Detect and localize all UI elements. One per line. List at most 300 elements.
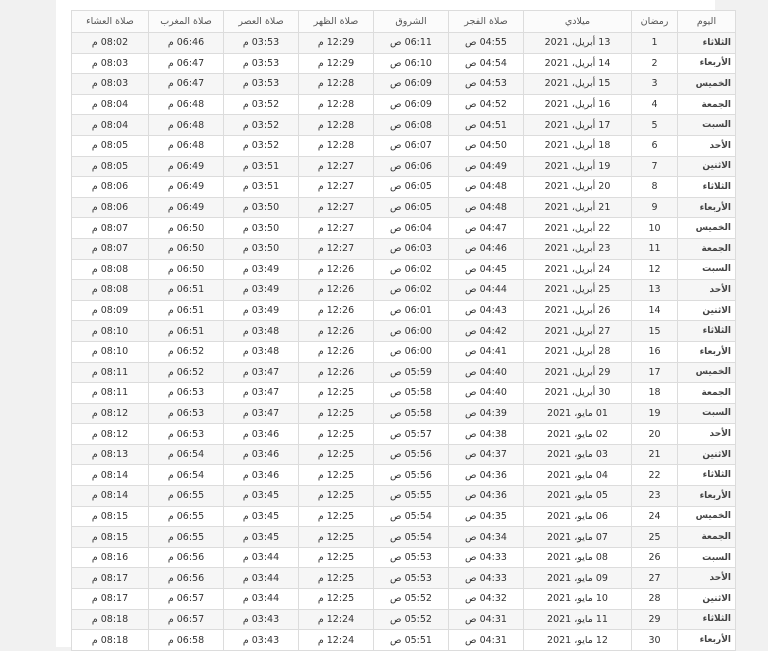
cell-maghrib: 06:49 م: [149, 197, 224, 218]
cell-gregorian: 11 مايو، 2021: [524, 609, 632, 630]
cell-fajr: 04:49 ص: [449, 156, 524, 177]
cell-maghrib: 06:53 م: [149, 403, 224, 424]
cell-ramadan: 15: [632, 321, 678, 342]
cell-fajr: 04:40 ص: [449, 383, 524, 404]
cell-ramadan: 3: [632, 74, 678, 95]
cell-ramadan: 29: [632, 609, 678, 630]
cell-dhuhr: 12:27 م: [299, 197, 374, 218]
cell-isha: 08:07 م: [72, 218, 149, 239]
cell-isha: 08:18 م: [72, 609, 149, 630]
cell-dhuhr: 12:28 م: [299, 135, 374, 156]
table-row: [72, 403, 736, 424]
cell-maghrib: 06:48 م: [149, 135, 224, 156]
cell-gregorian: 17 أبريل، 2021: [524, 115, 632, 136]
cell-gregorian: 04 مايو، 2021: [524, 465, 632, 486]
cell-gregorian: 21 أبريل، 2021: [524, 197, 632, 218]
cell-fajr: 04:54 ص: [449, 53, 524, 74]
cell-isha: 08:12 م: [72, 403, 149, 424]
cell-fajr: 04:42 ص: [449, 321, 524, 342]
table-row: [72, 630, 736, 651]
cell-sunrise: 05:54 ص: [374, 506, 449, 527]
cell-day: الجمعة: [678, 238, 736, 259]
cell-isha: 08:12 م: [72, 424, 149, 445]
cell-asr: 03:52 م: [224, 135, 299, 156]
cell-day: الأحد: [678, 135, 736, 156]
cell-maghrib: 06:55 م: [149, 527, 224, 548]
cell-maghrib: 06:46 م: [149, 33, 224, 54]
cell-fajr: 04:36 ص: [449, 465, 524, 486]
prayer-times-table: [71, 10, 736, 651]
cell-maghrib: 06:55 م: [149, 506, 224, 527]
cell-gregorian: 09 مايو، 2021: [524, 568, 632, 589]
cell-maghrib: 06:47 م: [149, 53, 224, 74]
cell-isha: 08:04 م: [72, 94, 149, 115]
cell-sunrise: 06:06 ص: [374, 156, 449, 177]
cell-maghrib: 06:52 م: [149, 362, 224, 383]
cell-dhuhr: 12:29 م: [299, 33, 374, 54]
cell-maghrib: 06:49 م: [149, 156, 224, 177]
cell-day: السبت: [678, 259, 736, 280]
cell-ramadan: 23: [632, 486, 678, 507]
table-row: [72, 609, 736, 630]
header-maghrib: صلاة المغرب: [149, 11, 224, 33]
cell-fajr: 04:31 ص: [449, 609, 524, 630]
cell-gregorian: 07 مايو، 2021: [524, 527, 632, 548]
table-row: [72, 547, 736, 568]
cell-sunrise: 06:05 ص: [374, 197, 449, 218]
cell-ramadan: 28: [632, 589, 678, 610]
table-row: [72, 94, 736, 115]
cell-asr: 03:48 م: [224, 341, 299, 362]
cell-isha: 08:08 م: [72, 259, 149, 280]
cell-day: الثلاثاء: [678, 321, 736, 342]
cell-gregorian: 25 أبريل، 2021: [524, 280, 632, 301]
cell-fajr: 04:31 ص: [449, 630, 524, 651]
cell-day: الجمعة: [678, 383, 736, 404]
cell-ramadan: 30: [632, 630, 678, 651]
cell-gregorian: 02 مايو، 2021: [524, 424, 632, 445]
cell-dhuhr: 12:26 م: [299, 321, 374, 342]
cell-dhuhr: 12:26 م: [299, 300, 374, 321]
cell-day: الثلاثاء: [678, 33, 736, 54]
cell-dhuhr: 12:27 م: [299, 177, 374, 198]
cell-isha: 08:11 م: [72, 362, 149, 383]
cell-dhuhr: 12:26 م: [299, 362, 374, 383]
cell-ramadan: 17: [632, 362, 678, 383]
table-header-row: [72, 11, 736, 33]
table-row: [72, 506, 736, 527]
cell-day: الثلاثاء: [678, 177, 736, 198]
cell-asr: 03:47 م: [224, 403, 299, 424]
cell-dhuhr: 12:28 م: [299, 94, 374, 115]
cell-fajr: 04:51 ص: [449, 115, 524, 136]
table-row: [72, 115, 736, 136]
cell-day: الخميس: [678, 362, 736, 383]
cell-maghrib: 06:57 م: [149, 609, 224, 630]
cell-maghrib: 06:53 م: [149, 383, 224, 404]
cell-day: السبت: [678, 403, 736, 424]
cell-ramadan: 1: [632, 33, 678, 54]
cell-gregorian: 28 أبريل، 2021: [524, 341, 632, 362]
cell-gregorian: 12 مايو، 2021: [524, 630, 632, 651]
table-row: [72, 465, 736, 486]
cell-gregorian: 05 مايو، 2021: [524, 486, 632, 507]
cell-ramadan: 14: [632, 300, 678, 321]
cell-day: الأربعاء: [678, 197, 736, 218]
table-row: [72, 135, 736, 156]
cell-ramadan: 16: [632, 341, 678, 362]
cell-asr: 03:44 م: [224, 547, 299, 568]
cell-asr: 03:47 م: [224, 383, 299, 404]
cell-ramadan: 27: [632, 568, 678, 589]
cell-ramadan: 25: [632, 527, 678, 548]
cell-maghrib: 06:50 م: [149, 218, 224, 239]
cell-ramadan: 5: [632, 115, 678, 136]
table-row: [72, 424, 736, 445]
cell-gregorian: 26 أبريل، 2021: [524, 300, 632, 321]
cell-ramadan: 6: [632, 135, 678, 156]
cell-fajr: 04:48 ص: [449, 197, 524, 218]
cell-asr: 03:48 م: [224, 321, 299, 342]
cell-ramadan: 11: [632, 238, 678, 259]
cell-sunrise: 06:11 ص: [374, 33, 449, 54]
cell-dhuhr: 12:25 م: [299, 486, 374, 507]
cell-dhuhr: 12:27 م: [299, 156, 374, 177]
cell-asr: 03:52 م: [224, 94, 299, 115]
cell-asr: 03:45 م: [224, 486, 299, 507]
cell-isha: 08:15 م: [72, 506, 149, 527]
cell-gregorian: 08 مايو، 2021: [524, 547, 632, 568]
cell-fajr: 04:37 ص: [449, 444, 524, 465]
cell-asr: 03:46 م: [224, 444, 299, 465]
cell-asr: 03:49 م: [224, 259, 299, 280]
cell-day: الاثنين: [678, 444, 736, 465]
cell-ramadan: 7: [632, 156, 678, 177]
cell-ramadan: 13: [632, 280, 678, 301]
cell-gregorian: 19 أبريل، 2021: [524, 156, 632, 177]
cell-sunrise: 05:58 ص: [374, 403, 449, 424]
cell-sunrise: 05:56 ص: [374, 465, 449, 486]
cell-asr: 03:53 م: [224, 74, 299, 95]
cell-dhuhr: 12:26 م: [299, 259, 374, 280]
table-row: [72, 218, 736, 239]
cell-asr: 03:46 م: [224, 424, 299, 445]
table-row: [72, 197, 736, 218]
cell-sunrise: 05:54 ص: [374, 527, 449, 548]
cell-maghrib: 06:58 م: [149, 630, 224, 651]
cell-asr: 03:49 م: [224, 280, 299, 301]
cell-sunrise: 05:53 ص: [374, 568, 449, 589]
cell-dhuhr: 12:29 م: [299, 53, 374, 74]
cell-maghrib: 06:47 م: [149, 74, 224, 95]
cell-dhuhr: 12:27 م: [299, 218, 374, 239]
cell-dhuhr: 12:25 م: [299, 465, 374, 486]
cell-isha: 08:15 م: [72, 527, 149, 548]
cell-day: الاثنين: [678, 300, 736, 321]
table-row: [72, 486, 736, 507]
cell-fajr: 04:44 ص: [449, 280, 524, 301]
cell-maghrib: 06:49 م: [149, 177, 224, 198]
cell-ramadan: 21: [632, 444, 678, 465]
cell-asr: 03:50 م: [224, 238, 299, 259]
cell-isha: 08:05 م: [72, 156, 149, 177]
cell-isha: 08:09 م: [72, 300, 149, 321]
table-row: [72, 156, 736, 177]
cell-asr: 03:45 م: [224, 506, 299, 527]
cell-dhuhr: 12:28 م: [299, 74, 374, 95]
cell-sunrise: 06:09 ص: [374, 74, 449, 95]
table-row: [72, 300, 736, 321]
cell-isha: 08:17 م: [72, 589, 149, 610]
cell-ramadan: 20: [632, 424, 678, 445]
header-gregorian: ميلادي: [524, 11, 632, 33]
cell-isha: 08:07 م: [72, 238, 149, 259]
cell-asr: 03:53 م: [224, 53, 299, 74]
cell-maghrib: 06:53 م: [149, 424, 224, 445]
header-day: اليوم: [678, 11, 736, 33]
cell-fajr: 04:33 ص: [449, 568, 524, 589]
cell-asr: 03:49 م: [224, 300, 299, 321]
cell-fajr: 04:38 ص: [449, 424, 524, 445]
cell-sunrise: 05:53 ص: [374, 547, 449, 568]
cell-maghrib: 06:51 م: [149, 280, 224, 301]
cell-gregorian: 23 أبريل، 2021: [524, 238, 632, 259]
cell-asr: 03:53 م: [224, 33, 299, 54]
cell-maghrib: 06:48 م: [149, 115, 224, 136]
cell-ramadan: 4: [632, 94, 678, 115]
cell-day: الثلاثاء: [678, 609, 736, 630]
cell-gregorian: 27 أبريل، 2021: [524, 321, 632, 342]
cell-gregorian: 29 أبريل، 2021: [524, 362, 632, 383]
cell-asr: 03:44 م: [224, 568, 299, 589]
cell-sunrise: 05:52 ص: [374, 589, 449, 610]
cell-sunrise: 05:51 ص: [374, 630, 449, 651]
cell-sunrise: 06:00 ص: [374, 321, 449, 342]
cell-asr: 03:50 م: [224, 197, 299, 218]
header-asr: صلاة العصر: [224, 11, 299, 33]
cell-day: الأربعاء: [678, 630, 736, 651]
cell-ramadan: 22: [632, 465, 678, 486]
cell-fajr: 04:45 ص: [449, 259, 524, 280]
cell-day: السبت: [678, 115, 736, 136]
cell-maghrib: 06:52 م: [149, 341, 224, 362]
cell-sunrise: 05:59 ص: [374, 362, 449, 383]
cell-isha: 08:10 م: [72, 321, 149, 342]
cell-maghrib: 06:50 م: [149, 259, 224, 280]
cell-asr: 03:51 م: [224, 177, 299, 198]
cell-isha: 08:02 م: [72, 33, 149, 54]
cell-gregorian: 16 أبريل، 2021: [524, 94, 632, 115]
cell-sunrise: 06:02 ص: [374, 259, 449, 280]
cell-day: الاثنين: [678, 589, 736, 610]
cell-sunrise: 05:55 ص: [374, 486, 449, 507]
cell-isha: 08:17 م: [72, 568, 149, 589]
cell-dhuhr: 12:25 م: [299, 568, 374, 589]
cell-gregorian: 24 أبريل، 2021: [524, 259, 632, 280]
cell-asr: 03:47 م: [224, 362, 299, 383]
cell-dhuhr: 12:25 م: [299, 403, 374, 424]
cell-asr: 03:43 م: [224, 609, 299, 630]
cell-ramadan: 9: [632, 197, 678, 218]
cell-maghrib: 06:57 م: [149, 589, 224, 610]
cell-sunrise: 05:52 ص: [374, 609, 449, 630]
cell-isha: 08:18 م: [72, 630, 149, 651]
cell-dhuhr: 12:27 م: [299, 238, 374, 259]
table-row: [72, 568, 736, 589]
cell-maghrib: 06:48 م: [149, 94, 224, 115]
cell-ramadan: 24: [632, 506, 678, 527]
cell-isha: 08:05 م: [72, 135, 149, 156]
cell-sunrise: 06:00 ص: [374, 341, 449, 362]
cell-ramadan: 10: [632, 218, 678, 239]
cell-isha: 08:04 م: [72, 115, 149, 136]
cell-fajr: 04:46 ص: [449, 238, 524, 259]
cell-gregorian: 22 أبريل، 2021: [524, 218, 632, 239]
cell-day: الجمعة: [678, 527, 736, 548]
table-row: [72, 259, 736, 280]
cell-day: الأربعاء: [678, 486, 736, 507]
cell-isha: 08:13 م: [72, 444, 149, 465]
cell-maghrib: 06:56 م: [149, 547, 224, 568]
table-row: [72, 177, 736, 198]
table-row: [72, 53, 736, 74]
header-dhuhr: صلاة الظهر: [299, 11, 374, 33]
cell-fajr: 04:43 ص: [449, 300, 524, 321]
cell-maghrib: 06:51 م: [149, 321, 224, 342]
cell-day: الأحد: [678, 568, 736, 589]
cell-dhuhr: 12:25 م: [299, 547, 374, 568]
cell-fajr: 04:41 ص: [449, 341, 524, 362]
cell-dhuhr: 12:28 م: [299, 115, 374, 136]
cell-isha: 08:14 م: [72, 486, 149, 507]
table-row: [72, 33, 736, 54]
table-row: [72, 280, 736, 301]
cell-asr: 03:52 م: [224, 115, 299, 136]
cell-ramadan: 18: [632, 383, 678, 404]
cell-dhuhr: 12:26 م: [299, 341, 374, 362]
cell-fajr: 04:52 ص: [449, 94, 524, 115]
cell-sunrise: 06:08 ص: [374, 115, 449, 136]
cell-sunrise: 06:02 ص: [374, 280, 449, 301]
cell-sunrise: 06:09 ص: [374, 94, 449, 115]
cell-day: الأحد: [678, 280, 736, 301]
cell-maghrib: 06:55 م: [149, 486, 224, 507]
cell-sunrise: 05:58 ص: [374, 383, 449, 404]
cell-dhuhr: 12:25 م: [299, 383, 374, 404]
cell-sunrise: 06:07 ص: [374, 135, 449, 156]
cell-gregorian: 15 أبريل، 2021: [524, 74, 632, 95]
content-card: [56, 0, 731, 647]
table-row: [72, 362, 736, 383]
cell-day: الثلاثاء: [678, 465, 736, 486]
cell-fajr: 04:50 ص: [449, 135, 524, 156]
cell-ramadan: 19: [632, 403, 678, 424]
table-row: [72, 238, 736, 259]
cell-ramadan: 12: [632, 259, 678, 280]
cell-asr: 03:45 م: [224, 527, 299, 548]
cell-day: الجمعة: [678, 94, 736, 115]
header-isha: صلاة العشاء: [72, 11, 149, 33]
cell-dhuhr: 12:25 م: [299, 444, 374, 465]
cell-isha: 08:06 م: [72, 197, 149, 218]
cell-isha: 08:11 م: [72, 383, 149, 404]
cell-fajr: 04:33 ص: [449, 547, 524, 568]
cell-sunrise: 05:56 ص: [374, 444, 449, 465]
cell-fajr: 04:40 ص: [449, 362, 524, 383]
header-sunrise: الشروق: [374, 11, 449, 33]
header-fajr: صلاة الفجر: [449, 11, 524, 33]
cell-fajr: 04:39 ص: [449, 403, 524, 424]
table-row: [72, 383, 736, 404]
cell-fajr: 04:53 ص: [449, 74, 524, 95]
cell-asr: 03:50 م: [224, 218, 299, 239]
cell-sunrise: 06:10 ص: [374, 53, 449, 74]
table-row: [72, 589, 736, 610]
cell-dhuhr: 12:25 م: [299, 506, 374, 527]
cell-isha: 08:08 م: [72, 280, 149, 301]
cell-fajr: 04:36 ص: [449, 486, 524, 507]
cell-sunrise: 06:01 ص: [374, 300, 449, 321]
cell-day: الخميس: [678, 218, 736, 239]
cell-dhuhr: 12:25 م: [299, 527, 374, 548]
cell-isha: 08:06 م: [72, 177, 149, 198]
cell-sunrise: 06:05 ص: [374, 177, 449, 198]
cell-ramadan: 26: [632, 547, 678, 568]
table-row: [72, 74, 736, 95]
cell-dhuhr: 12:25 م: [299, 589, 374, 610]
table-row: [72, 341, 736, 362]
cell-dhuhr: 12:24 م: [299, 609, 374, 630]
cell-isha: 08:03 م: [72, 74, 149, 95]
cell-dhuhr: 12:24 م: [299, 630, 374, 651]
cell-day: الأربعاء: [678, 53, 736, 74]
table-row: [72, 444, 736, 465]
cell-asr: 03:44 م: [224, 589, 299, 610]
cell-day: الأربعاء: [678, 341, 736, 362]
cell-day: الخميس: [678, 506, 736, 527]
header-ramadan: رمضان: [632, 11, 678, 33]
cell-dhuhr: 12:25 م: [299, 424, 374, 445]
cell-day: الخميس: [678, 74, 736, 95]
cell-maghrib: 06:54 م: [149, 465, 224, 486]
cell-asr: 03:46 م: [224, 465, 299, 486]
cell-gregorian: 14 أبريل، 2021: [524, 53, 632, 74]
cell-gregorian: 30 أبريل، 2021: [524, 383, 632, 404]
cell-sunrise: 06:04 ص: [374, 218, 449, 239]
cell-gregorian: 10 مايو، 2021: [524, 589, 632, 610]
cell-day: الاثنين: [678, 156, 736, 177]
cell-sunrise: 06:03 ص: [374, 238, 449, 259]
cell-isha: 08:14 م: [72, 465, 149, 486]
cell-gregorian: 18 أبريل، 2021: [524, 135, 632, 156]
cell-isha: 08:10 م: [72, 341, 149, 362]
cell-asr: 03:43 م: [224, 630, 299, 651]
cell-gregorian: 20 أبريل، 2021: [524, 177, 632, 198]
cell-fajr: 04:32 ص: [449, 589, 524, 610]
table-row: [72, 527, 736, 548]
cell-ramadan: 2: [632, 53, 678, 74]
cell-maghrib: 06:56 م: [149, 568, 224, 589]
cell-gregorian: 13 أبريل، 2021: [524, 33, 632, 54]
cell-maghrib: 06:54 م: [149, 444, 224, 465]
cell-gregorian: 06 مايو، 2021: [524, 506, 632, 527]
cell-dhuhr: 12:26 م: [299, 280, 374, 301]
cell-fajr: 04:34 ص: [449, 527, 524, 548]
cell-isha: 08:16 م: [72, 547, 149, 568]
cell-isha: 08:03 م: [72, 53, 149, 74]
cell-fajr: 04:35 ص: [449, 506, 524, 527]
cell-gregorian: 01 مايو، 2021: [524, 403, 632, 424]
